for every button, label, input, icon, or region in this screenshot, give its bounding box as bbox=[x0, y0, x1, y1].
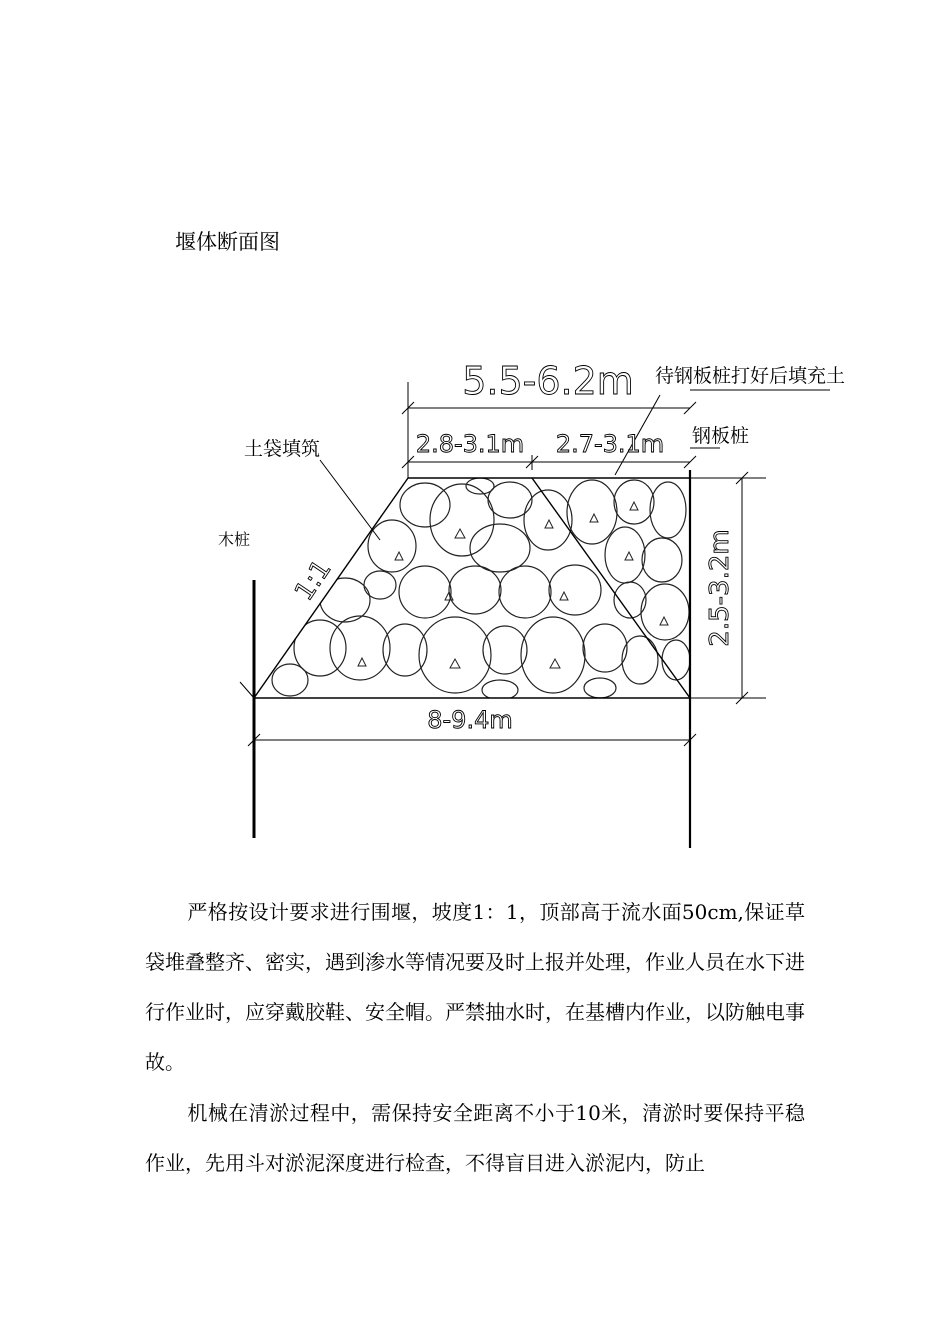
page-title: 堰体断面图 bbox=[175, 230, 280, 254]
paragraph-1 bbox=[145, 887, 805, 1087]
top-width-label: 5.5-6.2m bbox=[462, 359, 634, 403]
paragraph-2-text: 机械在清淤过程中，需保持安全距离不小于10米，清淤时要保持平稳作业，先用斗对淤泥深度进行检查，不得盲目进入淤泥内，防止 bbox=[145, 1101, 805, 1175]
top-right-width-label: 2.7-3.1m bbox=[555, 430, 665, 458]
slope-label: 1:1 bbox=[289, 554, 338, 607]
sandbag-label: 土袋填筑 bbox=[244, 438, 321, 460]
steel-pile-label: 钢板桩 bbox=[692, 425, 750, 447]
paragraph-1-text: 严格按设计要求进行围堰，坡度1：1，顶部高于流水面50cm,保证草袋堆叠整齐、密实，遇到渗水等情况要及时上报并处理，作业人员在水下进行作业时，应穿戴胶鞋、安全帽。严禁抽水时，在基槽内作业，以防触电事故。 bbox=[145, 900, 805, 1074]
paragraph-2 bbox=[145, 1088, 805, 1188]
wood-pile-label: 木桩 bbox=[218, 530, 251, 549]
backfill-label: 待钢板桩打好后填充土 bbox=[655, 365, 846, 387]
sandbag-fill bbox=[272, 478, 690, 700]
top-left-width-label: 2.8-3.1m bbox=[415, 430, 525, 458]
height-label: 2.5-3.2m bbox=[705, 529, 735, 647]
bottom-width-label: 8-9.4m bbox=[427, 706, 513, 734]
